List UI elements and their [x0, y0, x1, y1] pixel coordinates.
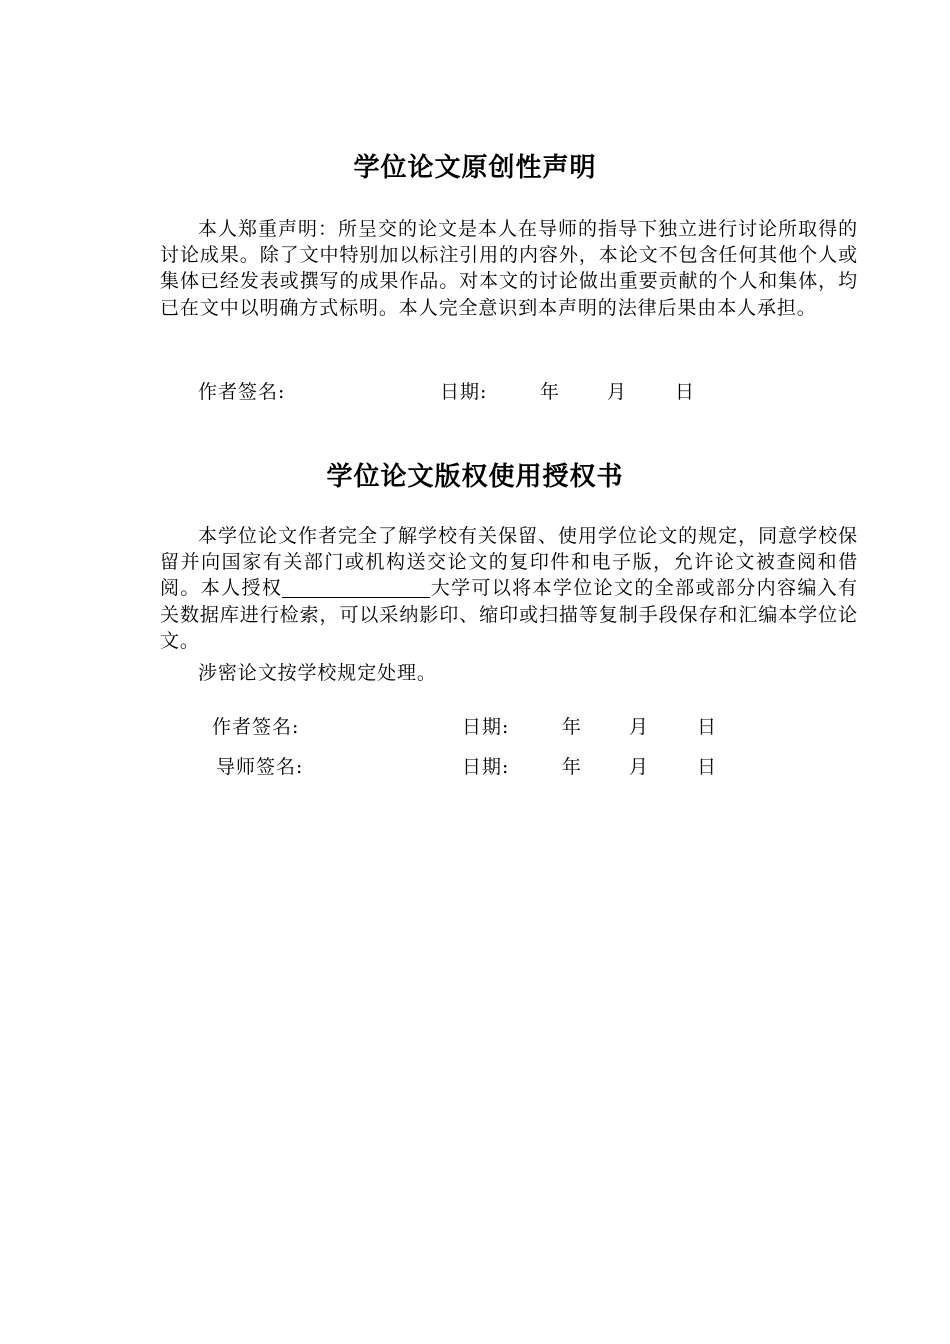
declaration-signature-row — [0, 379, 700, 405]
advisor-signature-row — [0, 754, 718, 780]
confidential-note: 涉密论文按学校规定处理。 — [198, 662, 437, 684]
date-label: 日期: — [462, 756, 510, 778]
date-label: 日期: — [440, 381, 488, 403]
year-label: 年 — [562, 716, 583, 738]
authorization-body — [160, 523, 858, 654]
date-label: 日期: — [462, 716, 510, 738]
year-label: 年 — [562, 756, 583, 778]
advisor-signature-label: 导师签名: — [216, 756, 304, 778]
month-label: 月 — [629, 716, 650, 738]
year-label: 年 — [540, 381, 561, 403]
authorization-body-part2: 大学可以将本学位论文的全部或部分内容编入有关数据库进行检索，可以采纳影印、缩印或扫描等复制手段保存和汇编本学位论文。 — [160, 577, 859, 652]
authorization-title: 学位论文版权使用授权书 — [326, 462, 624, 492]
authorization-body-part1: 本学位论文作者完全了解学校有关保留、使用学位论文的规定，同意学校保留并向国家有关部门或机构送交论文的复印件和电子版，允许论文被查阅和借阅。本人授权 — [160, 525, 858, 600]
author-signature-row — [0, 714, 718, 740]
declaration-title: 学位论文原创性声明 — [353, 153, 597, 183]
day-label: 日 — [697, 756, 718, 778]
declaration-body: 本人郑重声明：所呈交的论文是本人在导师的指导下独立进行讨论所取得的讨论成果。除了文中特别加以标注引用的内容外，本论文不包含任何其他个人或集体已经发表或撰写的成果作品。对本文的讨论做出重要贡献的个人和集体，均已在文中以明确方式标明。本人完全意识到本声明的法律后果由本人承担。 — [160, 218, 858, 319]
month-label: 月 — [629, 756, 650, 778]
author-signature-label: 作者签名: — [212, 716, 300, 738]
day-label: 日 — [697, 716, 718, 738]
day-label: 日 — [675, 381, 696, 403]
month-label: 月 — [607, 381, 628, 403]
university-name-blank[interactable] — [282, 577, 430, 598]
author-signature-label: 作者签名: — [198, 381, 286, 403]
